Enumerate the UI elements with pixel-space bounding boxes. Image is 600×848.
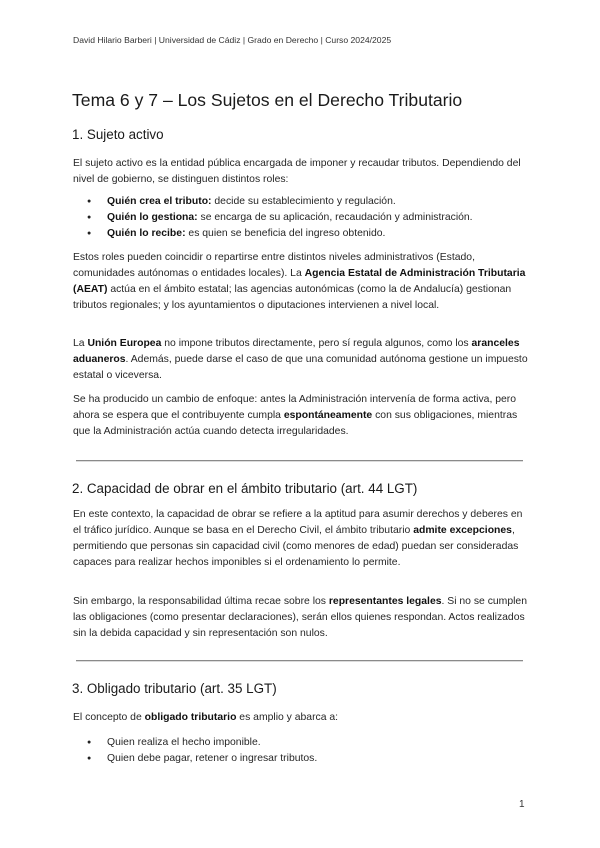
aeat-term: Agencia Estatal de Administración Tributaria (AEAT) xyxy=(73,268,526,295)
section-1-intro: El sujeto activo es la entidad pública encargada de imponer y recaudar tributos. Dependiendo del nivel de gobierno, se distinguen distintos roles: xyxy=(73,158,521,185)
representatives-term: representantes legales xyxy=(328,596,442,607)
list-item-text: se encarga de su aplicación, recaudación y administración. xyxy=(197,212,473,223)
exceptions-term: admite excepciones xyxy=(413,525,512,536)
running-header: David Hilario Barberi | Universidad de Cádiz | Grado en Derecho | Curso 2024/2025 xyxy=(73,35,392,45)
list-item xyxy=(73,210,533,226)
section-3-intro: El concepto de obligado tributario es amplio y abarca a: xyxy=(73,712,339,723)
page-number: 1 xyxy=(519,799,525,810)
list-item-term: Quién lo gestiona: xyxy=(107,212,198,223)
list-item-term: Quién crea el tributo: xyxy=(107,196,212,207)
spontaneous-term: espontáneamente xyxy=(283,410,373,421)
eu-term: Unión Europea xyxy=(87,338,162,349)
section-3-heading: 3. Obligado tributario (art. 35 LGT) xyxy=(72,681,277,696)
section-1-heading: 1. Sujeto activo xyxy=(72,127,164,142)
section-2-heading: 2. Capacidad de obrar en el ámbito tributario (art. 44 LGT) xyxy=(72,481,418,496)
list-item xyxy=(73,194,533,210)
section-1-paragraph-eu: La Unión Europea no impone tributos directamente, pero sí regula algunos, como los aranceles aduaneros. Además, puede darse el caso de que una comunidad autónoma gestione un impuesto estatal o viceversa. xyxy=(73,338,528,381)
section-1-paragraph-levels: Estos roles pueden coincidir o repartirse entre distintos niveles administrativos (Estado, comunidades autónomas o entidades locales). La Agencia Estatal de Administración Tributaria (AEAT) actúa en el ámbito estatal; las agencias autonómicas (como la de Andalucía) gestionan tributos regionales; y los ayuntamientos o diputaciones intervienen a nivel local. xyxy=(73,252,526,311)
obligated-term: obligado tributario xyxy=(144,712,237,723)
list-item-text: es quien se beneficia del ingreso obtenido. xyxy=(185,228,386,239)
document-title: Tema 6 y 7 – Los Sujetos en el Derecho Tributario xyxy=(72,90,463,110)
section-1-role-list xyxy=(73,194,533,242)
list-item: ● Quien debe pagar, retener o ingresar tributos. xyxy=(73,751,533,767)
section-divider xyxy=(76,660,523,662)
list-item xyxy=(73,226,533,242)
section-2-paragraph-representatives: Sin embargo, la responsabilidad última recae sobre los representantes legales. Si no se cumplen las obligaciones (como presentar declaraciones), serán ellos quienes respondan. Actos realizados sin la debida capacidad y sin representación son nulos. xyxy=(73,596,527,639)
section-3-obligated-list xyxy=(73,735,533,767)
list-item-term: Quién lo recibe: xyxy=(107,228,186,239)
list-item: ● Quien realiza el hecho imponible. xyxy=(73,735,533,751)
list-item-text: decide su establecimiento y regulación. xyxy=(211,196,396,207)
section-2-paragraph-capacity: En este contexto, la capacidad de obrar se refiere a la aptitud para asumir derechos y deberes en el tráfico jurídico. Aunque se basa en el Derecho Civil, el ámbito tributario admite excepciones, permitiendo que personas sin capacidad civil (como menores de edad) puedan ser consideradas capaces para realizar hechos imponibles si el ordenamiento lo permite. xyxy=(73,509,523,568)
section-divider xyxy=(76,460,523,462)
customs-term: aranceles aduaneros xyxy=(73,338,520,365)
section-1-paragraph-approach: Se ha producido un cambio de enfoque: antes la Administración intervenía de forma activa, pero ahora se espera que el contribuyente cumpla espontáneamente con sus obligaciones, mientras que la Administración actúa cuando detecta irregularidades. xyxy=(73,394,518,437)
